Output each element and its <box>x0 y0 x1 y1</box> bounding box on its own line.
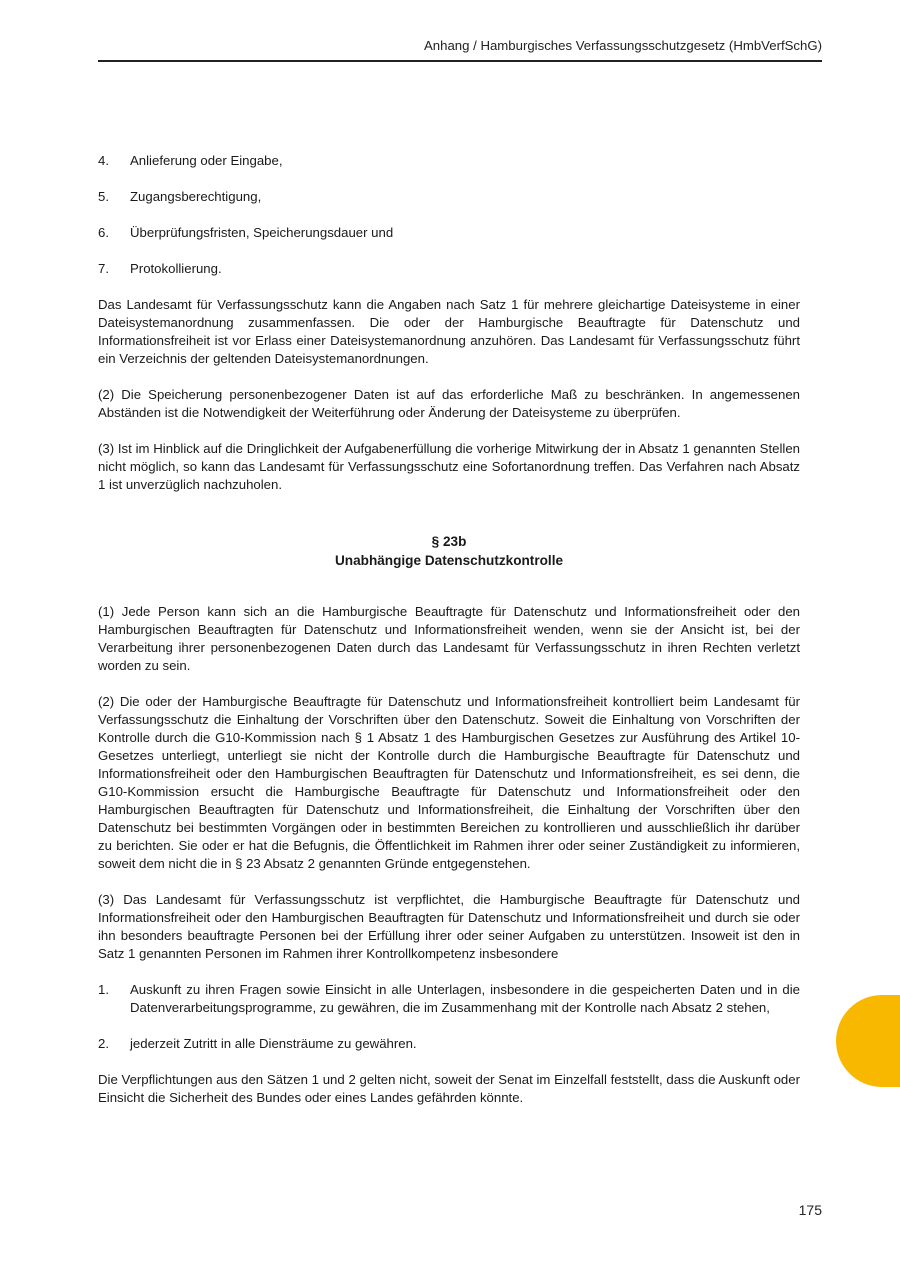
paragraph: (2) Die Speicherung personenbezogener Daten ist auf das erforderliche Maß zu beschränken. In angemessenen Abständen ist die Notwendigkeit der Weiterführung oder Änderung der Dateisysteme zu überprüfen. <box>98 387 800 420</box>
list-item <box>98 152 800 170</box>
paragraph: (3) Ist im Hinblick auf die Dringlichkeit der Aufgabenerfüllung die vorherige Mitwirkung der in Absatz 1 genannten Stellen nicht möglich, so kann das Landesamt für Verfassungsschutz eine Sofortanordnung treffen. Das Verfahren nach Absatz 1 ist unverzüglich nachzuholen. <box>98 441 800 492</box>
list-item <box>98 260 800 278</box>
running-header: Anhang / Hamburgisches Verfassungsschutzgesetz (HmbVerfSchG) <box>423 38 822 53</box>
list-item <box>98 188 800 206</box>
list-item-number: 5. <box>98 189 109 204</box>
paragraph: (2) Die oder der Hamburgische Beauftragte für Datenschutz und Informationsfreiheit kontrolliert beim Landesamt für Verfassungsschutz die Einhaltung der Vorschriften über den Datenschutz. Soweit die Einhaltung von Vorschriften der Kontrolle durch die G10-Kommission nach § 1 Absatz 1 des Hamburgischen Gesetzes zur Ausführung des Artikel 10-Gesetzes unterliegt, unterliegt sie nicht der Kontrolle durch die Hamburgische Beauftragte für Datenschutz und Informationsfreiheit oder den Hamburgischen Beauftragten für Datenschutz und Informationsfreiheit, es sei denn, die G10-Kommission ersucht die Hamburgische Beauftragte für Datenschutz und Informationsfreiheit oder den Hamburgischen Beauftragten für Datenschutz und Informationsfreiheit, die Einhaltung der Vorschriften über den Datenschutz bei bestimmten Vorgängen oder in bestimmten Bereichen zu kontrollieren und ausschließlich ihr darüber zu berichten. Sie oder er hat die Befugnis, die Öffentlichkeit im Rahmen ihrer oder seiner Zuständigkeit zu informieren, soweit dem nicht die in § 23 Absatz 2 genannten Gründe entgegenstehen. <box>98 694 800 871</box>
page-number: 175 <box>798 1202 822 1218</box>
list-item <box>98 224 800 242</box>
numbered-list-2 <box>98 981 800 1053</box>
list-item-number: 7. <box>98 261 109 276</box>
paragraph: (1) Jede Person kann sich an die Hamburgische Beauftragte für Datenschutz und Informationsfreiheit oder den Hamburgischen Beauftragten für Datenschutz und Informationsfreiheit wenden, wenn sie der Ansicht ist, bei der Verarbeitung ihrer personenbezogenen Daten durch das Landesamt für Verfassungsschutz in ihren Rechten verletzt worden zu sein. <box>98 604 800 673</box>
list-item-text: Zugangsberechtigung, <box>130 189 262 204</box>
list-item-number: 1. <box>98 982 109 997</box>
list-item-number: 2. <box>98 1036 109 1051</box>
list-item-number: 4. <box>98 153 109 168</box>
header-rule <box>98 60 822 62</box>
section-heading <box>98 532 800 570</box>
list-item-text: Auskunft zu ihren Fragen sowie Einsicht in alle Unterlagen, insbesondere in die gespeicherten Daten und in die Datenverarbeitungsprogramme, zu gewähren, die im Zusammenhang mit der Kontrolle nach Absatz 2 stehen, <box>130 982 800 1015</box>
page-body <box>98 152 800 1125</box>
list-item-text: Protokollierung. <box>130 261 222 276</box>
list-item <box>98 1035 800 1053</box>
section-title: Unabhängige Datenschutzkontrolle <box>334 553 564 568</box>
paragraph: Das Landesamt für Verfassungsschutz kann die Angaben nach Satz 1 für mehrere gleichartige Dateisysteme in einer Dateisystemanordnung zusammenfassen. Die oder der Hamburgische Beauftragte für Datenschutz und Informationsfreiheit ist vor Erlass einer Dateisystemanordnung anzuhören. Das Landesamt für Verfassungsschutz führt ein Verzeichnis der geltenden Dateisystemanordnungen. <box>98 297 800 366</box>
numbered-list-1 <box>98 152 800 278</box>
closing-paragraph: Die Verpflichtungen aus den Sätzen 1 und 2 gelten nicht, soweit der Senat im Einzelfall feststellt, dass die Auskunft oder Einsicht die Sicherheit des Bundes oder eines Landes gefährden könnte. <box>98 1072 800 1105</box>
list-item-text: Anlieferung oder Eingabe, <box>130 153 283 168</box>
list-item-text: jederzeit Zutritt in alle Diensträume zu gewähren. <box>130 1036 417 1051</box>
chapter-thumb-tab <box>836 995 900 1087</box>
paragraph: (3) Das Landesamt für Verfassungsschutz ist verpflichtet, die Hamburgische Beauftragte für Datenschutz und Informationsfreiheit oder den Hamburgischen Beauftragten für Datenschutz und Informationsfreiheit und durch sie oder ihn besonders beauftragte Personen bei der Erfüllung ihrer oder seiner Aufgaben zu unterstützen. Insoweit ist den in Satz 1 genannten Personen im Rahmen ihrer Kontrollkompetenz insbesondere <box>98 892 800 961</box>
list-item-text: Überprüfungsfristen, Speicherungsdauer und <box>130 225 394 240</box>
section-number: § 23b <box>431 534 467 549</box>
list-item-number: 6. <box>98 225 109 240</box>
list-item <box>98 981 800 1017</box>
